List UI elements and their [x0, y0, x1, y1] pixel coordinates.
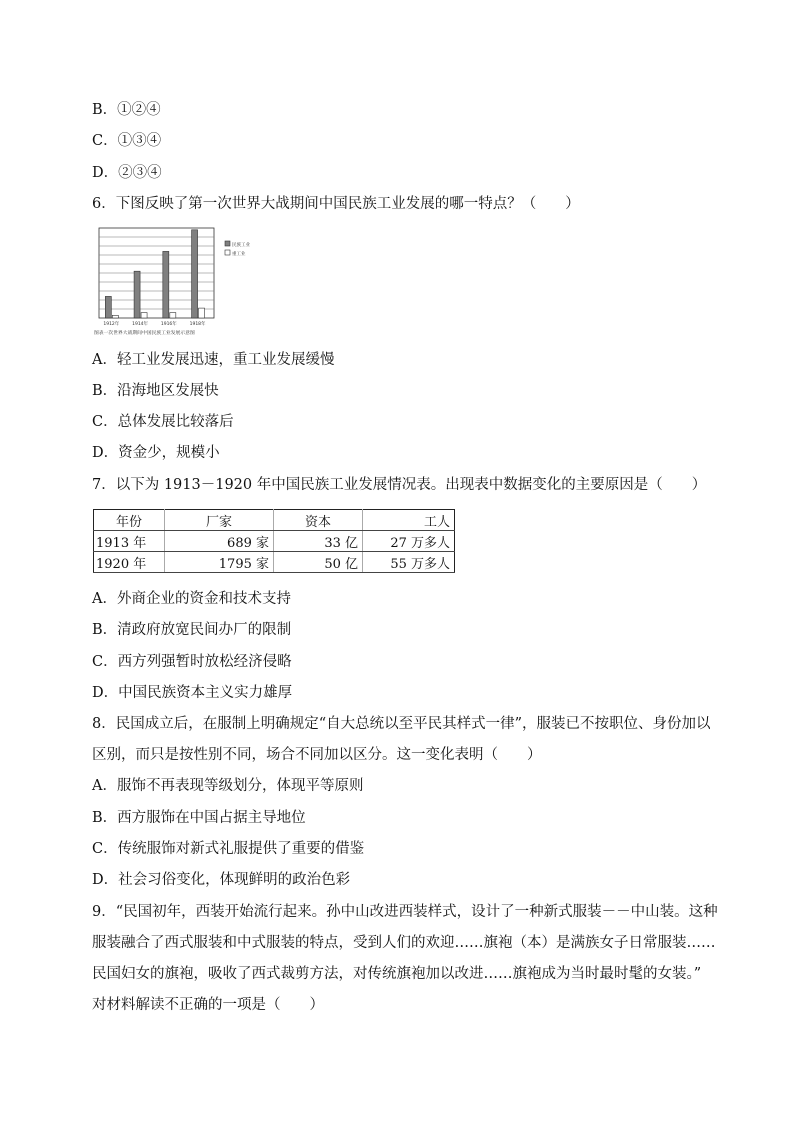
x-tick-label: 1918年 [189, 322, 206, 327]
q8-option-a: A．服饰不再表现等级划分，体现平等原则 [92, 778, 364, 794]
table-cell: 55 万多人 [363, 552, 455, 573]
bar-heavy-industry [170, 313, 176, 318]
question-9-line1: 9．“民国初年，西装开始流行起来。孙中山改进西装样式，设计了一种新式服装－－中山装。这种 [92, 904, 718, 920]
legend-label: 重工业 [232, 252, 246, 257]
q7-option-d: D．中国民族资本主义实力雄厚 [92, 685, 293, 701]
table-cell: 33 亿 [274, 531, 363, 552]
bar-national-industry [105, 296, 111, 318]
x-tick-label: 1912年 [103, 322, 120, 327]
question-8-stem-line2: 区别，而只是按性别不同，场合不同加以区分。这一变化表明（ ） [92, 747, 542, 763]
bar-heavy-industry [199, 308, 205, 318]
x-tick-label: 1916年 [160, 322, 177, 327]
q7-option-b: B．清政府放宽民间办厂的限制 [92, 622, 292, 638]
table-header: 工人 [363, 510, 455, 531]
question-8-stem-line1: 8．民国成立后，在服制上明确规定“自大总统以至平民其样式一律”，服装已不按职位、身份加以 [92, 716, 711, 732]
legend-label: 民族工业 [232, 243, 250, 248]
bar-national-industry [163, 251, 169, 318]
option-d-prev: D．②③④ [92, 165, 162, 181]
bar-heavy-industry [141, 313, 147, 318]
table-cell: 689 家 [165, 531, 274, 552]
bar-national-industry [134, 271, 140, 318]
table-header-row [94, 510, 455, 531]
legend-swatch [225, 250, 230, 255]
option-c-prev: C．①③④ [92, 133, 162, 149]
bar-heavy-industry [112, 315, 118, 318]
table-row [94, 531, 455, 552]
table-header: 年份 [94, 510, 165, 531]
q8-option-b: B．西方服饰在中国占据主导地位 [92, 810, 306, 826]
table-header: 厂家 [165, 510, 274, 531]
q6-option-d: D．资金少，规模小 [92, 445, 220, 461]
table-cell: 1913 年 [94, 531, 165, 552]
table-cell: 1920 年 [94, 552, 165, 573]
x-tick-label: 1914年 [132, 322, 149, 327]
table-cell: 27 万多人 [363, 531, 455, 552]
q6-option-b: B．沿海地区发展快 [92, 383, 219, 399]
table-header: 资本 [274, 510, 363, 531]
q7-option-a: A．外商企业的资金和技术支持 [92, 591, 291, 607]
q7-option-c: C．西方列强暂时放松经济侵略 [92, 654, 292, 670]
industry-table [93, 509, 455, 573]
question-6-stem: 6．下图反映了第一次世界大战期间中国民族工业发展的哪一特点？（ ） [92, 196, 580, 212]
option-b-prev: B．①②④ [92, 102, 161, 118]
question-9-line2: 服装融合了西式服装和中式服装的特点，受到人们的欢迎……旗袍（本）是满族女子日常服装…… [92, 935, 716, 951]
table-cell: 1795 家 [165, 552, 274, 573]
table-row [94, 552, 455, 573]
q6-option-a: A．轻工业发展迅速，重工业发展缓慢 [92, 352, 335, 368]
q6-option-c: C．总体发展比较落后 [92, 414, 234, 430]
chart-caption: 图表一次世界大战期间中国民族工业发展示意图 [94, 331, 195, 336]
bar-national-industry [192, 230, 198, 318]
question-9-line4: 对材料解读不正确的一项是（ ） [92, 997, 324, 1013]
q8-option-d: D．社会习俗变化，体现鲜明的政治色彩 [92, 872, 351, 888]
question-7-stem: 7．以下为 1913－1920 年中国民族工业发展情况表。出现表中数据变化的主要原因是（ ） [92, 477, 707, 493]
chart-svg [92, 224, 250, 340]
table-cell: 50 亿 [274, 552, 363, 573]
industry-bar-chart [92, 224, 250, 340]
question-9-line3: 民国妇女的旗袍，吸收了西式裁剪方法，对传统旗袍加以改进……旗袍成为当时最时髦的女装。” [92, 966, 702, 982]
legend-swatch [225, 241, 230, 246]
q8-option-c: C．传统服饰对新式礼服提供了重要的借鉴 [92, 841, 365, 857]
